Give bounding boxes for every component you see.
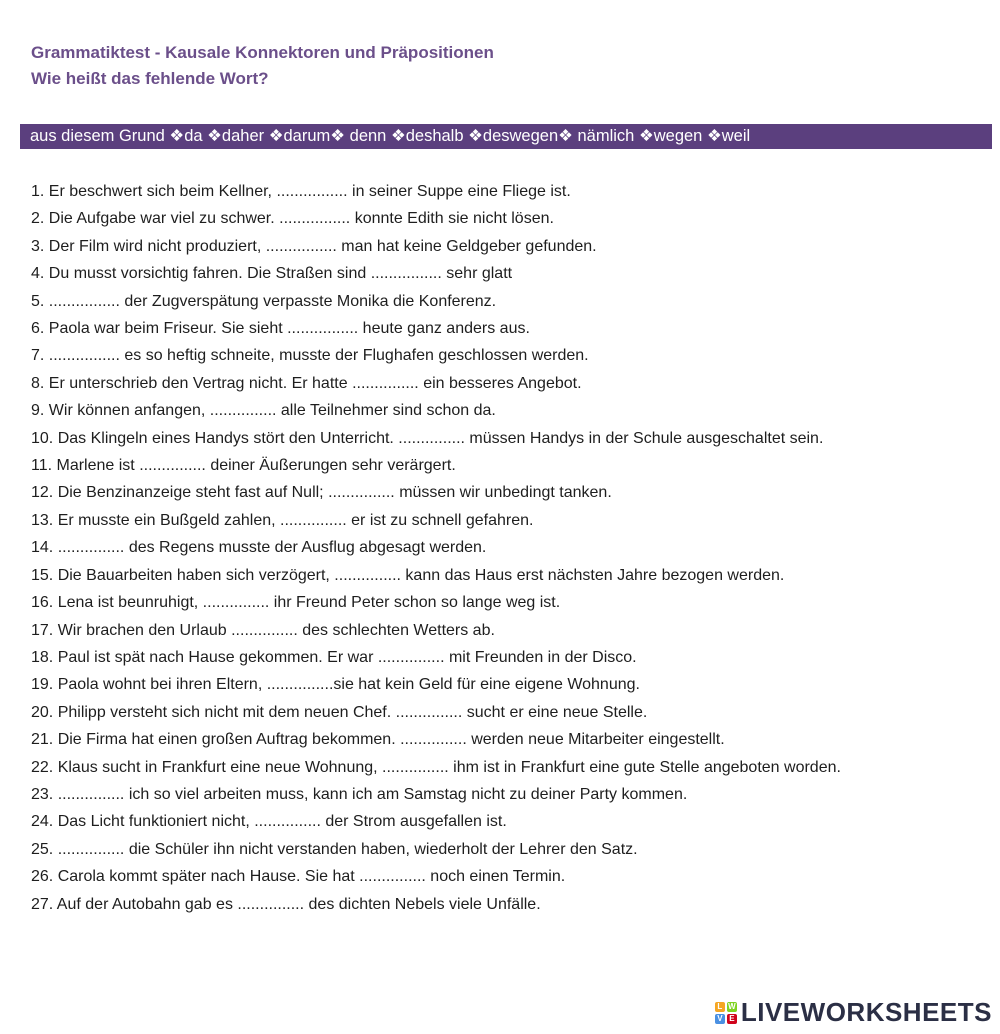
logo-square: W (728, 1001, 736, 1011)
worksheet-header (31, 40, 494, 92)
sentence-item: 22. Klaus sucht in Frankfurt eine neue Wohnung, ............... ihm ist in Frankfurt eine gute Stelle angeboten worden. (31, 758, 841, 776)
logo-square: V (715, 1014, 725, 1024)
sentence-item: 17. Wir brachen den Urlaub ............... des schlechten Wetters ab. (31, 621, 495, 639)
sentence-item: 11. Marlene ist ............... deiner Äußerungen sehr verärgert. (31, 457, 456, 475)
sentence-item: 4. Du musst vorsichtig fahren. Die Straßen sind ................ sehr glatt (31, 265, 513, 283)
sentence-item: 19. Paola wohnt bei ihren Eltern, ...............sie hat kein Geld für eine eigene Wohnung. (31, 676, 640, 694)
sentence-list (31, 178, 971, 918)
sentence-item: 10. Das Klingeln eines Handys stört den Unterricht. ............... müssen Handys in der Schule ausgeschaltet sein. (31, 429, 824, 447)
worksheet-subtitle: Wie heißt das fehlende Wort? (31, 69, 269, 88)
sentence-item: 16. Lena ist beunruhigt, ............... ihr Freund Peter schon so lange weg ist. (31, 594, 561, 612)
sentence-item: 5. ................ der Zugverspätung verpasste Monika die Konferenz. (31, 292, 497, 310)
sentence-item: 3. Der Film wird nicht produziert, ................ man hat keine Geldgeber gefunden. (31, 237, 597, 255)
sentence-item: 1. Er beschwert sich beim Kellner, ................ in seiner Suppe eine Fliege ist. (31, 183, 571, 200)
word-bank: aus diesem Grund ❖da ❖daher ❖darum❖ denn ❖deshalb ❖deswegen❖ nämlich ❖wegen ❖weil (20, 124, 992, 149)
sentence-item: 8. Er unterschrieb den Vertrag nicht. Er hatte ............... ein besseres Angebot. (31, 374, 582, 392)
sentence-item: 6. Paola war beim Friseur. Sie sieht ................ heute ganz anders aus. (31, 320, 530, 338)
sentence-item: 21. Die Firma hat einen großen Auftrag bekommen. ............... werden neue Mitarbeiter eingestellt. (31, 731, 725, 749)
sentence-item: 2. Die Aufgabe war viel zu schwer. ................ konnte Edith sie nicht lösen. (31, 210, 554, 228)
sentence-item: 26. Carola kommt später nach Hause. Sie hat ............... noch einen Termin. (31, 868, 566, 886)
sentence-item: 7. ................ es so heftig schneite, musste der Flughafen geschlossen werden. (31, 347, 589, 365)
liveworksheets-mark-icon (715, 1002, 737, 1024)
sentence-item: 14. ............... des Regens musste der Ausflug abgesagt werden. (31, 539, 487, 557)
sentence-item: 12. Die Benzinanzeige steht fast auf Null; ............... müssen wir unbedingt tanken. (31, 484, 612, 502)
liveworksheets-logo[interactable] (715, 997, 992, 1028)
sentence-item: 9. Wir können anfangen, ............... alle Teilnehmer sind schon da. (31, 402, 496, 420)
logo-square: L (715, 1002, 725, 1012)
sentence-item: 27. Auf der Autobahn gab es ............... des dichten Nebels viele Unfälle. (31, 895, 541, 913)
sentence-item: 23. ............... ich so viel arbeiten muss, kann ich am Samstag nicht zu deiner Party kommen. (31, 785, 688, 803)
sentence-item: 20. Philipp versteht sich nicht mit dem neuen Chef. ............... sucht er eine neue Stelle. (31, 703, 648, 721)
worksheet-title: Grammatiktest - Kausale Konnektoren und Präpositionen (31, 43, 494, 62)
sentence-item: 24. Das Licht funktioniert nicht, ............... der Strom ausgefallen ist. (31, 813, 507, 831)
sentence-item: 18. Paul ist spät nach Hause gekommen. Er war ............... mit Freunden in der Disco. (31, 648, 637, 666)
logo-square: E (727, 1014, 737, 1024)
sentence-item: 25. ............... die Schüler ihn nicht verstanden haben, wiederholt der Lehrer den Satz. (31, 840, 638, 858)
sentence-item: 15. Die Bauarbeiten haben sich verzögert, ............... kann das Haus erst nächsten Jahre bezogen werden. (31, 566, 785, 584)
sentence-item: 13. Er musste ein Bußgeld zahlen, ............... er ist zu schnell gefahren. (31, 511, 534, 529)
logo-text: LIVEWORKSHEETS (740, 997, 992, 1027)
